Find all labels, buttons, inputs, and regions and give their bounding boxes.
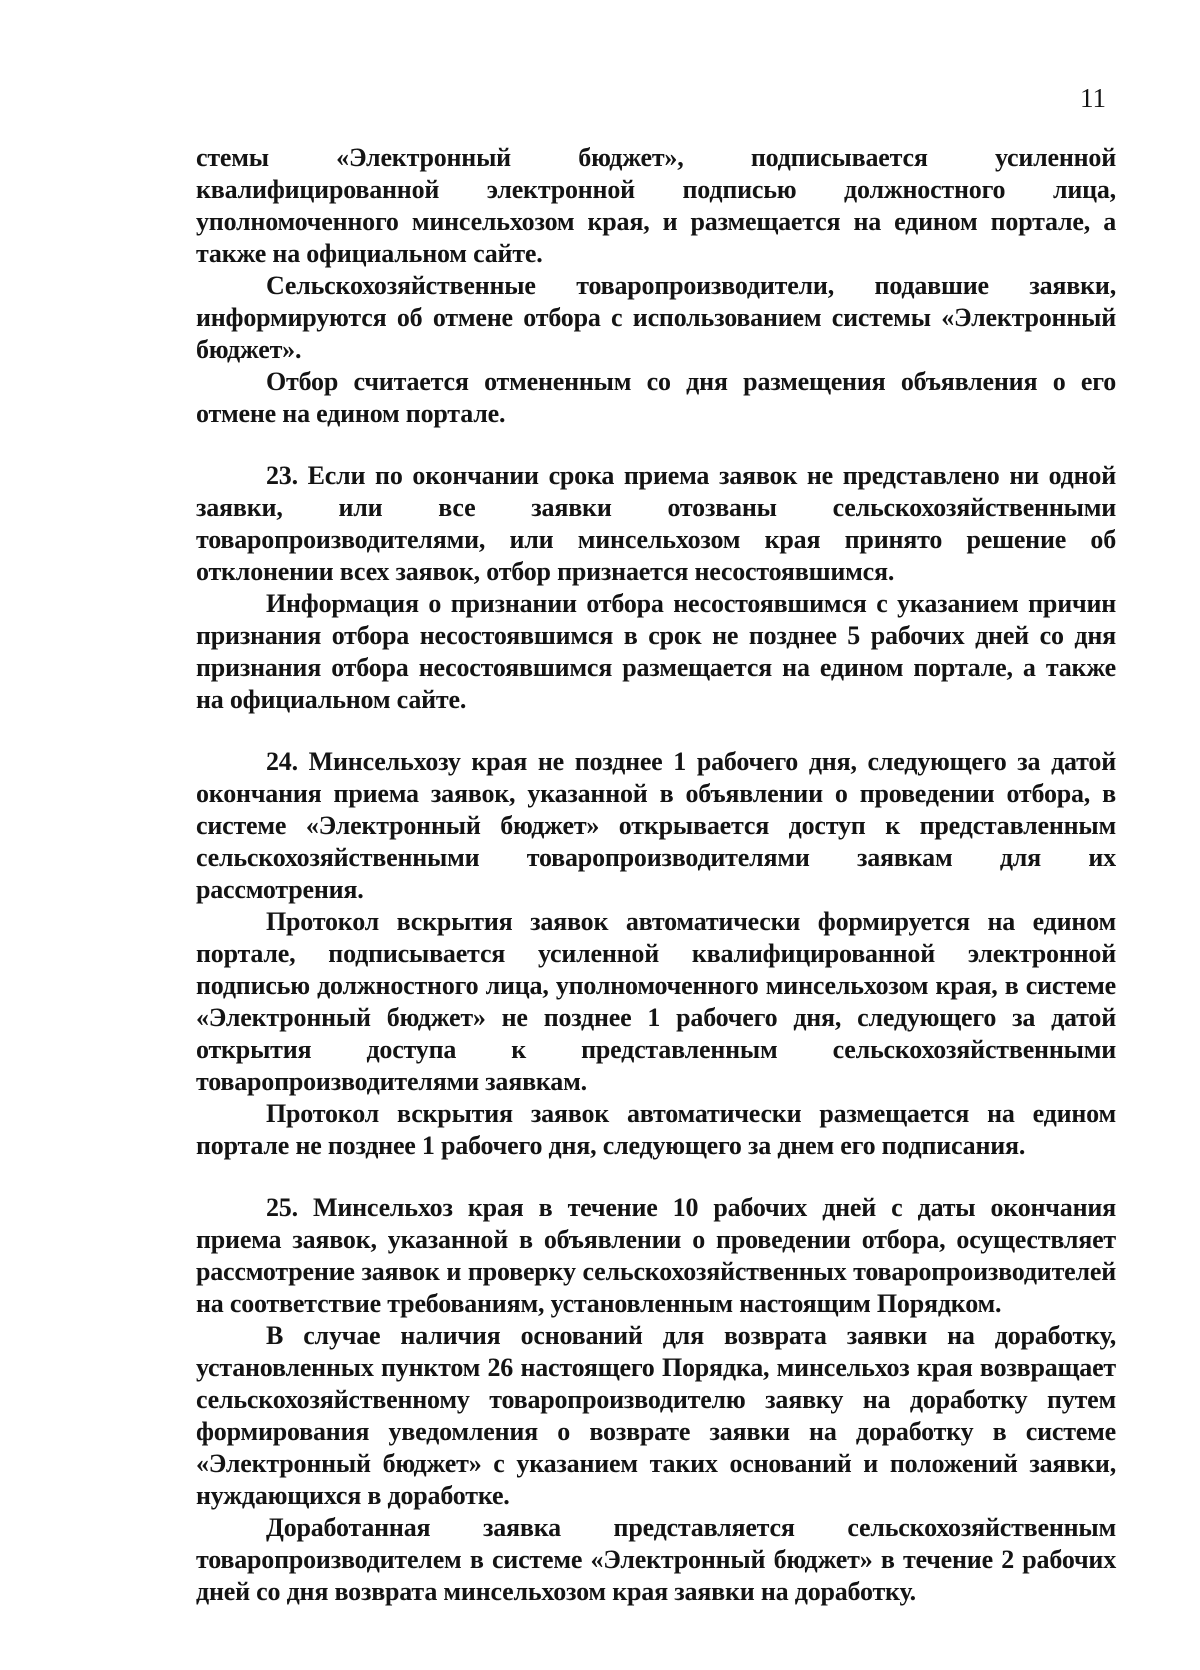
- paragraph-clause-23-info: Информация о признании отбора несостоявшимся с указанием причин признания отбора несостоявшимся в срок не позднее 5 рабочих дней со дня признания отбора несостоявшимся размещается на едином портале, а также на официальном сайте.: [196, 589, 1116, 714]
- paragraph-clause-24-publication: Протокол вскрытия заявок автоматически размещается на едином портале не позднее 1 рабочего дня, следующего за днем его подписания.: [196, 1099, 1116, 1160]
- page-number: 11: [1080, 83, 1106, 113]
- paragraph-clause-23: 23. Если по окончании срока приема заявок не представлено ни одной заявки, или все заявки отозваны сельскохозяйственными товаропроизводителями, или минсельхозом края принято решение об отклонении всех заявок, отбор признается несостоявшимся.: [196, 461, 1116, 586]
- paragraph-clause-25-return: В случае наличия оснований для возврата заявки на доработку, установленных пунктом 26 настоящего Порядка, минсельхоз края возвращает сельскохозяйственному товаропроизводителю заявку на доработку путем формирования уведомления о возврате заявки на доработку в системе «Электронный бюджет» с указанием таких оснований и положений заявки, нуждающихся в доработке.: [196, 1321, 1116, 1510]
- paragraph-clause-24: 24. Минсельхозу края не позднее 1 рабочего дня, следующего за датой окончания приема заявок, указанной в объявлении о проведении отбора, в системе «Электронный бюджет» открывается доступ к представленным сельскохозяйственными товаропроизводителями заявкам для их рассмотрения.: [196, 747, 1116, 904]
- document-body: [196, 142, 1116, 1608]
- paragraph-cancellation: Отбор считается отмененным со дня размещения объявления о его отмене на едином портале.: [196, 367, 1116, 428]
- paragraph-clause-25-resubmission: Доработанная заявка представляется сельскохозяйственным товаропроизводителем в системе «Электронный бюджет» в течение 2 рабочих дней со дня возврата минсельхозом края заявки на доработку.: [196, 1513, 1116, 1606]
- paragraph-clause-24-protocol: Протокол вскрытия заявок автоматически формируется на едином портале, подписывается усиленной квалифицированной электронной подписью должностного лица, уполномоченного минсельхозом края, в системе «Электронный бюджет» не позднее 1 рабочего дня, следующего за датой открытия доступа к представленным сельскохозяйственными товаропроизводителями заявкам.: [196, 907, 1116, 1096]
- paragraph-notification: Сельскохозяйственные товаропроизводители, подавшие заявки, информируются об отмене отбора с использованием системы «Электронный бюджет».: [196, 271, 1116, 364]
- paragraph-continuation: стемы «Электронный бюджет», подписывается усиленной квалифицированной электронной подписью должностного лица, уполномоченного минсельхозом края, и размещается на едином портале, а также на официальном сайте.: [196, 143, 1116, 268]
- paragraph-clause-25: 25. Минсельхоз края в течение 10 рабочих дней с даты окончания приема заявок, указанной в объявлении о проведении отбора, осуществляет рассмотрение заявок и проверку сельскохозяйственных товаропроизводителей на соответствие требованиям, установленным настоящим Порядком.: [196, 1193, 1116, 1318]
